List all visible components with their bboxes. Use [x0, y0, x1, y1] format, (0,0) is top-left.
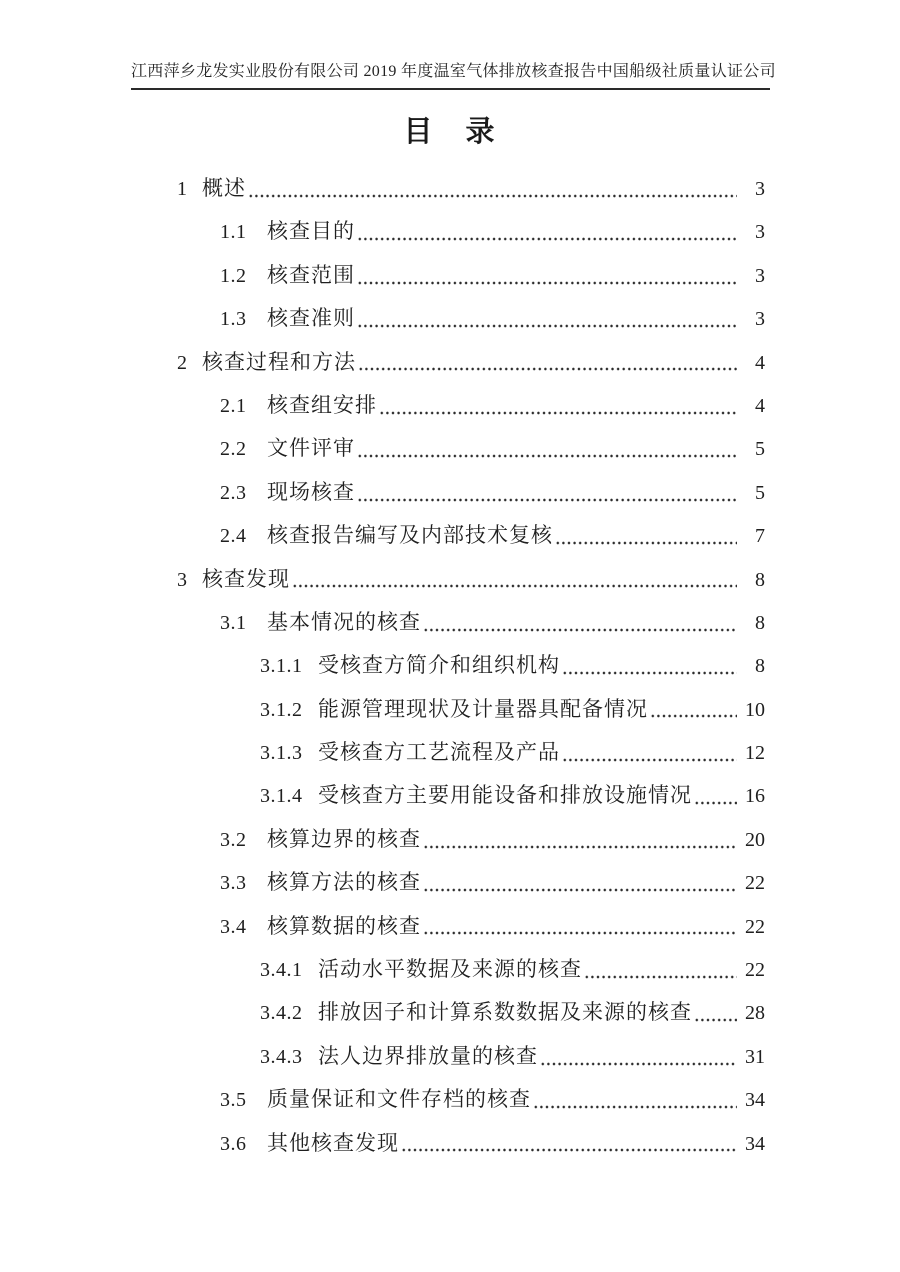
toc-entry-label: 能源管理现状及计量器具配备情况 [318, 696, 648, 721]
toc-entry-label: 其他核查发现 [267, 1130, 399, 1155]
toc-entry-number: 1.1 [220, 221, 247, 244]
toc-entry-page: 31 [745, 1045, 765, 1068]
dot-leader-icon [357, 297, 737, 340]
toc-entry-page: 3 [755, 308, 765, 331]
toc-entry-number: 2.4 [220, 525, 247, 548]
toc-entry-number: 3.1.4 [260, 785, 303, 808]
toc-entry-number: 3.4 [220, 915, 247, 938]
dot-leader-icon [358, 341, 737, 384]
toc-entry-label: 受核查方简介和组织机构 [318, 653, 560, 678]
dot-leader-icon [401, 1122, 737, 1165]
toc-entry-label: 核查目的 [267, 219, 355, 244]
toc-entry [220, 1122, 765, 1165]
toc-entry [260, 991, 765, 1034]
toc-entry-page: 16 [745, 785, 765, 808]
toc-entry-label: 核查发现 [202, 566, 290, 591]
dot-leader-icon [562, 731, 737, 774]
toc-entry [220, 210, 765, 253]
toc-entry [220, 1078, 765, 1121]
toc-entry [220, 254, 765, 297]
dot-leader-icon [423, 601, 737, 644]
toc-entry-number: 3.4.2 [260, 1002, 303, 1025]
toc-entry-page: 20 [745, 828, 765, 851]
toc-entry [220, 427, 765, 470]
toc-entry-number: 3.4.1 [260, 959, 303, 982]
toc-entry-page: 4 [755, 394, 765, 417]
dot-leader-icon [562, 644, 737, 687]
toc-entry-page: 12 [745, 742, 765, 765]
dot-leader-icon [357, 427, 737, 470]
toc-entry-label: 核算边界的核查 [267, 826, 421, 851]
toc-entry-label: 受核查方主要用能设备和排放设施情况 [318, 783, 692, 808]
toc-entry-label: 概述 [202, 176, 246, 200]
toc-entry-page: 4 [755, 351, 765, 374]
toc-entry-label: 核查组安排 [267, 392, 377, 417]
toc-entry-page: 10 [745, 698, 765, 721]
toc-entry-number: 2.2 [220, 438, 247, 461]
toc-entry-page: 3 [755, 178, 765, 200]
toc-entry-number: 1 [177, 178, 188, 200]
dot-leader-icon [292, 558, 737, 601]
dot-leader-icon [357, 254, 737, 297]
dot-leader-icon [379, 384, 737, 427]
toc-entry-number: 3.6 [220, 1132, 247, 1155]
toc-entry [220, 384, 765, 427]
toc-entry-label: 核算数据的核查 [267, 913, 421, 938]
toc-entry-label: 活动水平数据及来源的核查 [318, 957, 582, 982]
toc-entry-number: 2.1 [220, 394, 247, 417]
dot-leader-icon [540, 1035, 737, 1078]
toc-entry [177, 167, 765, 210]
toc-entry-page: 8 [755, 568, 765, 591]
toc-entry-label: 基本情况的核查 [267, 609, 421, 634]
toc-entry-number: 1.3 [220, 308, 247, 331]
toc-entry [220, 861, 765, 904]
toc-entry [220, 601, 765, 644]
toc-entry-label: 排放因子和计算系数数据及来源的核查 [318, 1000, 692, 1025]
toc-entry-number: 3.1.1 [260, 655, 303, 678]
toc-entry-number: 1.2 [220, 264, 247, 287]
toc-entry-label: 现场核查 [267, 479, 355, 504]
dot-leader-icon [694, 774, 737, 817]
toc-entry-page: 3 [755, 264, 765, 287]
toc-entry-label: 核查范围 [267, 262, 355, 287]
dot-leader-icon [248, 167, 737, 210]
dot-leader-icon [423, 861, 737, 904]
toc-entry-number: 3.3 [220, 872, 247, 895]
toc-entry-number: 3.1.3 [260, 742, 303, 765]
toc-entry-label: 核查报告编写及内部技术复核 [267, 523, 553, 548]
toc-entry-page: 22 [745, 915, 765, 938]
toc-entry-page: 8 [755, 611, 765, 634]
toc-entry [260, 731, 765, 774]
toc-entry-page: 28 [745, 1002, 765, 1025]
dot-leader-icon [584, 948, 737, 991]
toc-entry [220, 818, 765, 861]
toc-entry [177, 341, 765, 384]
toc-entry-number: 3 [177, 568, 188, 591]
dot-leader-icon [423, 818, 737, 861]
toc-entry [260, 774, 765, 817]
toc-list [133, 167, 765, 1165]
toc-entry [220, 905, 765, 948]
toc-entry [220, 471, 765, 514]
toc-entry-number: 3.1 [220, 611, 247, 634]
dot-leader-icon [357, 210, 737, 253]
dot-leader-icon [357, 471, 737, 514]
toc-entry-label: 受核查方工艺流程及产品 [318, 740, 560, 765]
dot-leader-icon [423, 905, 737, 948]
toc-entry-page: 5 [755, 481, 765, 504]
toc-entry [177, 558, 765, 601]
dot-leader-icon [555, 514, 737, 557]
toc-entry-page: 22 [745, 872, 765, 895]
toc-entry-label: 质量保证和文件存档的核查 [267, 1087, 531, 1112]
toc-entry-page: 34 [745, 1132, 765, 1155]
toc-entry-label: 文件评审 [267, 436, 355, 461]
toc-entry-number: 3.2 [220, 828, 247, 851]
toc-entry [260, 948, 765, 991]
toc-entry-number: 2.3 [220, 481, 247, 504]
toc-entry [220, 297, 765, 340]
toc-entry-page: 22 [745, 959, 765, 982]
toc-entry [260, 1035, 765, 1078]
toc-entry-number: 2 [177, 351, 188, 374]
dot-leader-icon [650, 688, 737, 731]
toc-entry [260, 688, 765, 731]
toc-entry [220, 514, 765, 557]
toc-entry-page: 3 [755, 221, 765, 244]
toc-entry-page: 5 [755, 438, 765, 461]
toc-entry-number: 3.1.2 [260, 698, 303, 721]
toc-entry-label: 法人边界排放量的核查 [318, 1043, 538, 1068]
dot-leader-icon [533, 1078, 737, 1121]
toc-entry-label: 核查准则 [267, 306, 355, 331]
toc-entry-page: 34 [745, 1089, 765, 1112]
toc-entry-number: 3.4.3 [260, 1045, 303, 1068]
dot-leader-icon [694, 991, 737, 1034]
page-title: 目 录 [403, 116, 497, 148]
toc-entry-page: 8 [755, 655, 765, 678]
toc-entry [260, 644, 765, 687]
running-header: 江西萍乡龙发实业股份有限公司 2019 年度温室气体排放核查报告中国船级社质量认证公司 [131, 62, 770, 90]
toc-entry-label: 核算方法的核查 [267, 870, 421, 895]
toc-entry-page: 7 [755, 525, 765, 548]
toc-entry-label: 核查过程和方法 [202, 349, 356, 374]
toc-entry-number: 3.5 [220, 1089, 247, 1112]
